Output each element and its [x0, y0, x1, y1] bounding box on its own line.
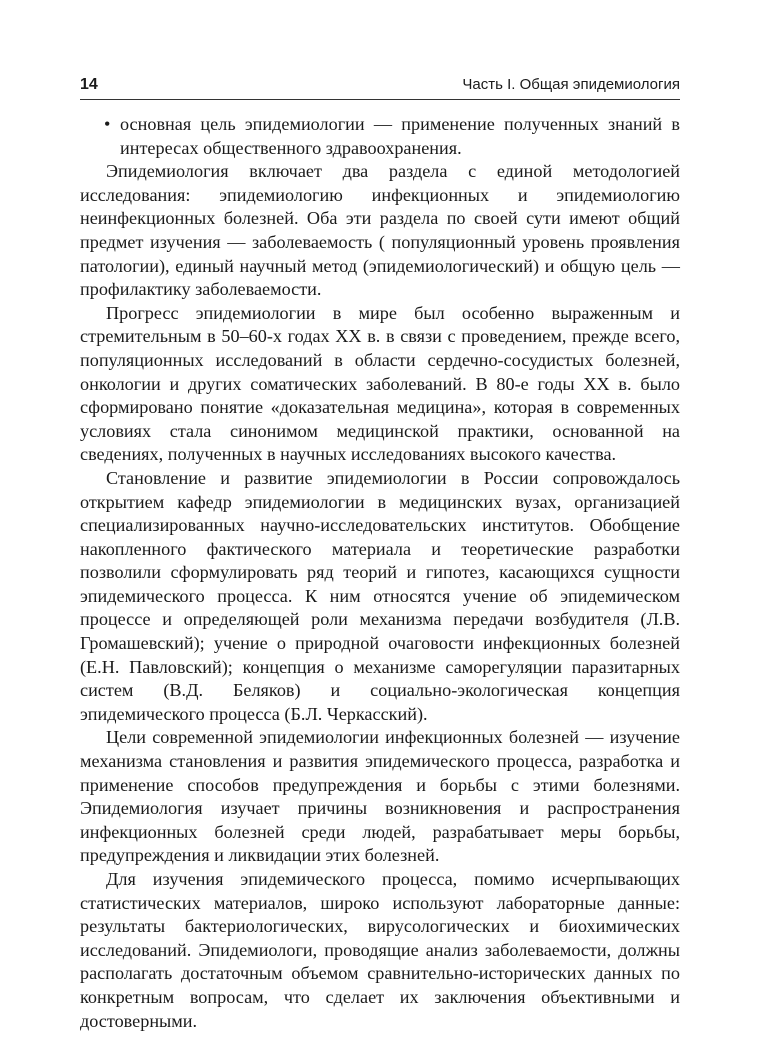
page-body [80, 113, 680, 1033]
paragraph-russia: Становление и развитие эпидемиологии в России сопровождалось открытием кафедр эпидемиологии в медицинских вузах, организацией специализированных научно-исследовательских институтов. Обобщение накопленного фактического материала и теоретические разработки позволили сформулировать ряд теорий и гипотез, касающихся сущности эпидемического процесса. К ним относятся учение об эпидемическом процессе и определяющей роли механизма передачи возбудителя (Л.В. Громашевский); учение о природной очаговости инфекционных болезней (Е.Н. Павловский); концепция о механизме саморегуляции паразитарных систем (В.Д. Беляков) и социально-экологическая концепция эпидемического процесса (Б.Л. Черкасский). [80, 467, 680, 724]
paragraph-sections: Эпидемиология включает два раздела с единой методологией исследования: эпидемиологию инфекционных и эпидемиологию неинфекционных болезней. Оба эти раздела по своей сути имеют общий предмет изучения — заболеваемость ( популяционный уровень проявления патологии), единый научный метод (эпидемиологический) и общую цель — профилактику заболеваемости. [80, 161, 680, 300]
paragraph-goals: Цели современной эпидемиологии инфекционных болезней — изучение механизма становления и развития эпидемического процесса, разработка и применение способов предупреждения и борьбы с этими болезнями. Эпидемиология изучает причины возникновения и распространения инфекционных болезней среди людей, разрабатывает меры борьбы, предупреждения и ликвидации этих болезней. [80, 727, 680, 866]
paragraph-methods: Для изучения эпидемического процесса, помимо исчерпывающих статистических материалов, широко используют лабораторные данные: результаты бактериологических, вирусологических и биохимических исследований. Эпидемиологи, проводящие анализ заболеваемости, должны располагать достаточным объемом сравнительно-исторических данных по конкретным вопросам, что сделает их заключения объективными и достоверными. [80, 869, 680, 1031]
page-number: 14 [80, 76, 98, 93]
running-title: Часть I. Общая эпидемиология [462, 76, 680, 93]
paragraph-progress: Прогресс эпидемиологии в мире был особенно выраженным и стремительным в 50–60-х годах XX в. в связи с проведением, прежде всего, популяционных исследований в области сердечно-сосудистых болезней, онкологии и других соматических заболеваний. В 80-е годы XX в. было сформировано понятие «доказательная медицина», которая в современных условиях стала синонимом медицинской практики, основанной на сведениях, полученных в научных исследованиях высокого качества. [80, 302, 680, 465]
bullet-icon: • [104, 114, 111, 134]
bullet-item [80, 113, 680, 160]
page-header [80, 76, 680, 98]
bullet-text: основная цель эпидемиологии — применение полученных знаний в интересах общественного здравоохранения. [120, 114, 680, 158]
header-divider [80, 99, 680, 100]
